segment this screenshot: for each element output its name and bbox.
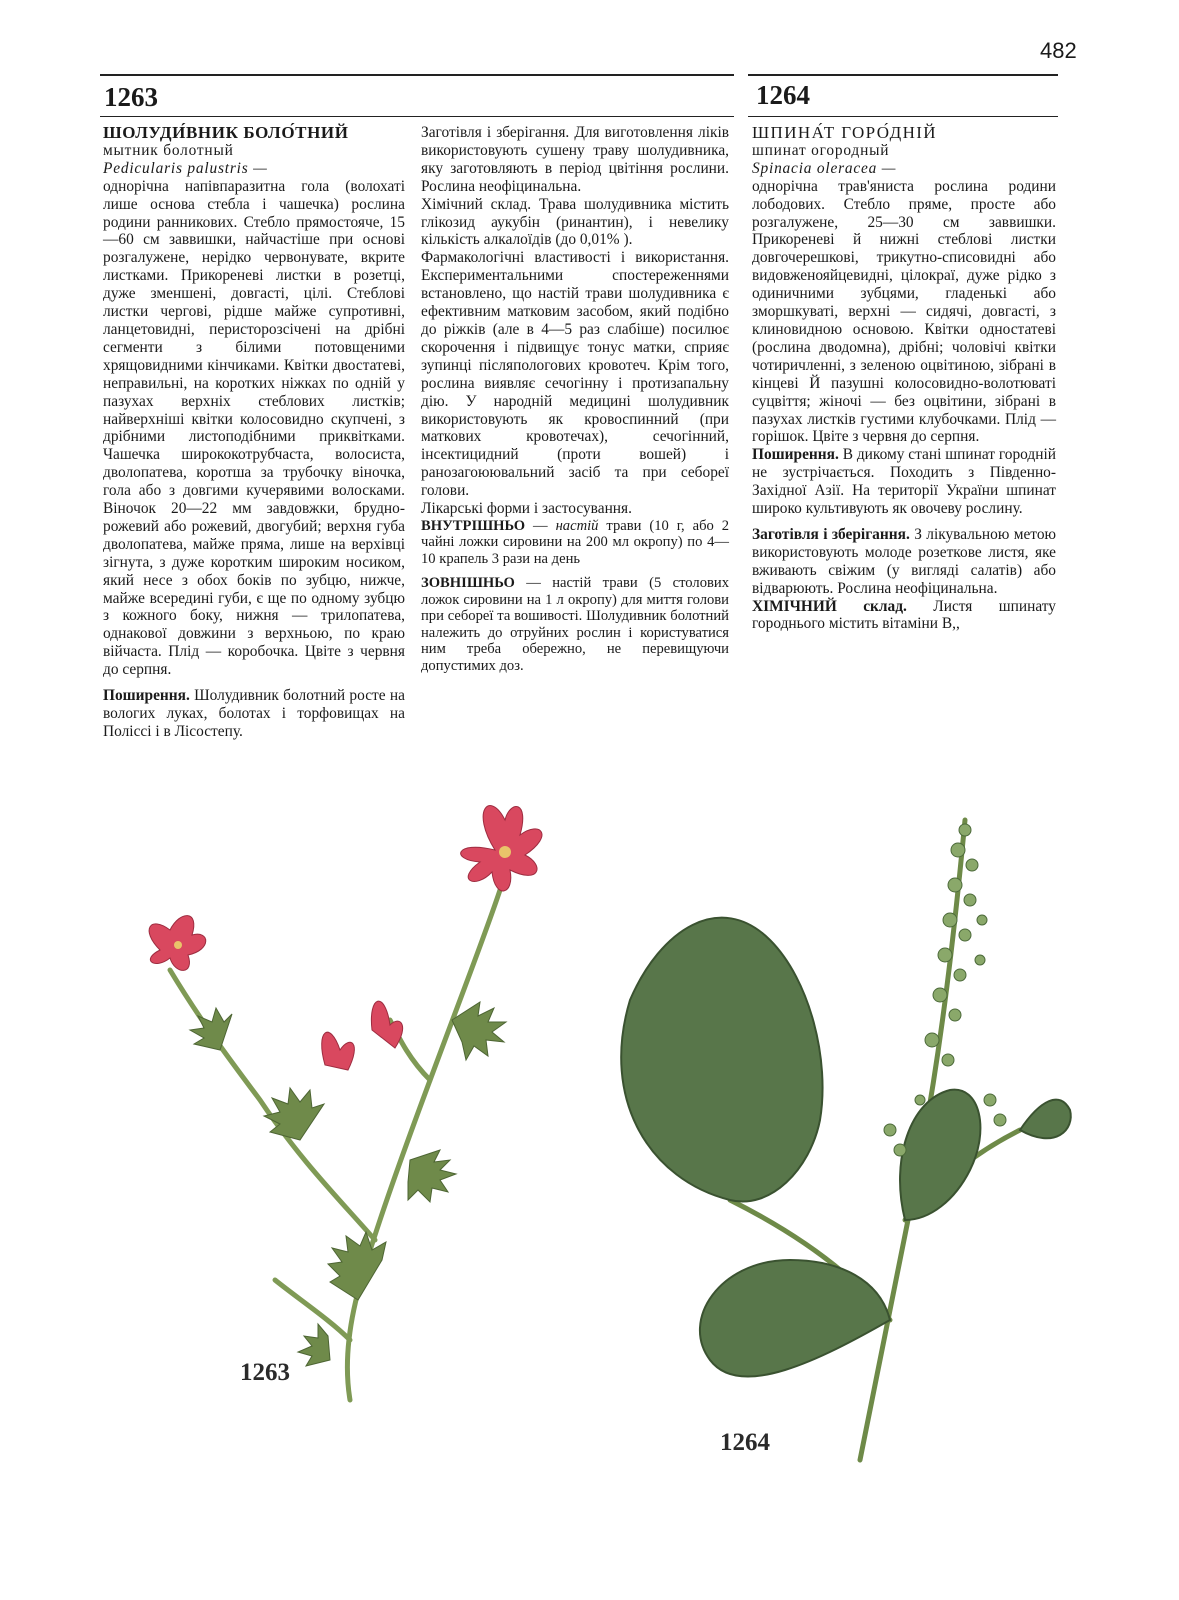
figure-label: 1264 (720, 1429, 770, 1456)
internal-label: ВНУТРІШНЬО (421, 517, 526, 534)
latin-name: Pedicularis palustris — (103, 159, 268, 177)
spinach-illustration (560, 800, 1090, 1480)
latin-name: Spinacia oleracea — (752, 159, 897, 177)
external-text: — настій трави (5 столових ложок сировини на 1 л окропу) для миття голови при себореї та вошивості. Шолудивник болотний належить до отруйних рослин і користуватися ним треба обережно, не перевищуючи допустимих доз. (421, 575, 729, 674)
distribution-label: Поширення. (752, 446, 839, 464)
chemistry-text: Листя шпинату городнього містить вітаміни В,, (752, 597, 1056, 633)
column-3 (752, 124, 1056, 633)
entry-number-1263: 1263 (104, 82, 158, 112)
header-rule-right (748, 116, 1058, 117)
entry-number-1264: 1264 (756, 80, 810, 110)
harvest-text: З лікувальною метою використовують молоде розеткове листя, яке вживають свіжим (у вигляді салатів) або відварюють. Рослина неофіцинальна. (752, 525, 1057, 597)
external-label: ЗОВНІШНЬО (421, 575, 515, 592)
harvest-text: Заготівля і зберігання. Для виготовлення ліків використовують сушену траву шолудивника, яку заготовляють в період цвітіння рослини. Рослина неофіцинальна. (421, 124, 729, 195)
distribution-text: В дикому стані шпинат городній не зустрічається. Походить з Південно-Західної Азії. На території України шпинат широко культивують як овочеву рослину. (752, 446, 1056, 518)
russian-name: шпинат огородный (752, 141, 890, 159)
description: однорічна напівпаразитна гола (волохаті лише основа стебла і чашечка) рослина родини ранникових. Стебло прямостояче, 15—60 см заввишки, найчастіше при основі розгалужене, нерідко червонувате, вкрите листками. Прикореневі листки в розетці, дуже зменшені, довгасті, цілі. Стеблові листки чергові, рідше майже супротивні, ланцетовидні, перисторозсічені на дрібні сегменти з білими потовщеними хрящовидними кінчиками. Квітки двостатеві, неправильні, на коротких ніжках по одній у пазухах верхніх стеблових листків; найверхніші квітки колосовидно скупчені, з дрібними листоподібними приквітками. Чашечка ширококотрубчаста, волосиста, дволопатева, коротша за трубочку віночка, гола або з довгими кучерявими волосками. Віночок 20—22 мм завдовжки, бруднорожевий або рожевий, двогубий; верхня губа дволопатева, майже пряма, лише на верхівці зігнута, з дуже коротким широким носиком, який несе з обох боків по зубцю, нижче, майже всередині губи, є ще по одному зубцю з кожного боку, нижня — трилопатева, однакової довжини з верхньою, по краю війчаста. Плід — коробочка. Цвіте з червня до серпня. (103, 177, 405, 679)
harvest-label: Заготівля і зберігання. (752, 525, 910, 543)
pedicularis-illustration (100, 780, 560, 1430)
internal-text: трави (10 г, або 2 чайні ложки сировини на 200 мл окропу) по 4—10 крапель 3 рази на день (421, 517, 730, 567)
column-2: Заготівля і зберігання. Для виготовлення ліків використовують сушену траву шолудивника, яку заготовляють в період цвітіння рослини. Рослина неофіцинальна. Хімічний склад. Трава шолудивника містить глікозид аукубін (ринантин), і невелику кількість алкалоїдів (до 0,01% ). Фармакологічні властивості і використання. Експериментальними спостереженнями встановлено, що настій трави шолудивника є ефективним матковим засобом, який подібно до ріжків (але в 4—5 раз слабіше) посилює скорочення і підвищує тонус матки, сприяє зупинці післяпологових кровотеч. Крім того, рослина виявляє сечогінну і протизапальну дію. У народній медицині шолудивник використовують як кровоспинний (при маткових кровотечах), сечогінний, інсектицидний (проти вошей) і ранозагоюювальний засіб та при себореї голови. Лікарські форми і застосування. ВНУТРІШНЬО — настій трави (10 г, або 2 чайні ложки сировини на 200 мл окропу) по 4—10 крапель 3 рази на день ЗОВНІШНЬО — настій трави (5 столових ложок сировини на 1 л окропу) для миття голови при себореї та вошивості. Шолудивник болотний належить до отруйних рослин і користуватися ним треба обережно, не перевищуючи допустимих доз. (421, 124, 730, 674)
description: однорічна трав'яниста рослина родини лободових. Стебло пряме, просте або розгалужене, 25—30 см заввишки. Прикореневі й нижні стеблові листки довгочерешкові, трикутно-списовидні або видовженояйцевидні, цілокраї, дуже рідко з одиничними зубцями, гладенькі або зморшкуваті, верхні — сидячі, довгасті, з клиновидною основою. Квітки одностатеві (рослина дводомна), дрібні; чоловічі квітки чотиричленні, з зеленою оцвітиною, зібрані в кінцеві Й пазушні колосовидно-волотюваті суцвіття; жіночі — без оцвітини, зібрані в пазухах листків густими клубочками. Плід — горішок. Цвіте з червня до серпня. (752, 177, 1056, 446)
top-rule-left (100, 74, 734, 76)
distribution-text: Шолудивник болотний росте на вологих луках, болотах і торфовищах на Поліссі і в Лісостепу. (103, 687, 405, 740)
distribution-label: Поширення. (103, 687, 190, 705)
column-1 (103, 124, 405, 741)
figure-label: 1263 (240, 1359, 290, 1386)
forms-text: Лікарські форми і застосування. (421, 500, 632, 518)
chemistry-text: Хімічний склад. Трава шолудивника містить глікозид аукубін (ринантин), і невелику кількість алкалоїдів (до 0,01% ). (421, 195, 729, 249)
header-rule-left (100, 116, 734, 117)
top-rule-right (748, 74, 1058, 76)
entry-title: ШПИНА́Т ГОРО́ДНІЙ (752, 123, 937, 142)
page-number: 482 (1040, 38, 1077, 63)
entry-title: ШОЛУДИ́ВНИК БОЛО́ТНИЙ (103, 123, 349, 142)
russian-name: мытник болотный (103, 141, 234, 159)
chemistry-label: ХІМІЧНИЙ склад. (752, 597, 907, 615)
internal-term: настій (555, 517, 599, 534)
pharmacology-text: Фармакологічні властивості і використання. Експериментальними спостереженнями встановлено, що настій трави шолудивника є ефективним матковим засобом, який подібно до ріжків (але в 4—5 раз слабіше) посилює скорочення і підвищує тонус матки, сприяє зупинці післяпологових кровотеч. Крім того, рослина виявляє сечогінну і протизапальну дію. У народній медицині шолудивник використовують як кровоспинний (при маткових кровотечах), сечогінний, інсектицидний (проти вошей) і ранозагоюювальний засіб та при себореї голови. (421, 249, 729, 500)
